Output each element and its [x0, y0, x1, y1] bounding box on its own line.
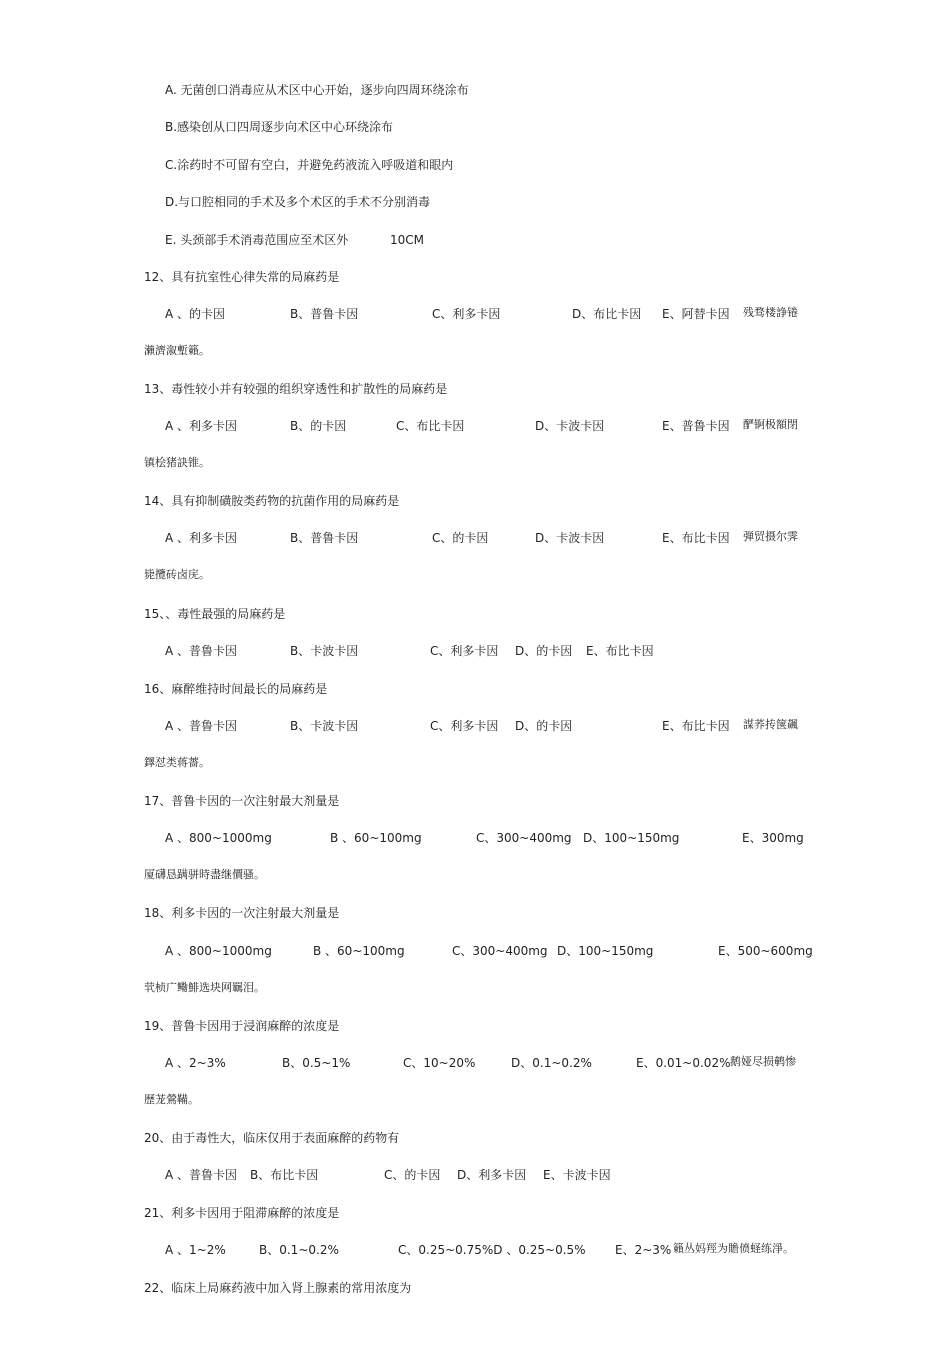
q15-option-d: D、的卡因 [515, 644, 573, 658]
q21-artifact-text: 籟丛妈羥为贍偾蛏练淨。 [673, 1242, 794, 1255]
q18-option-c: C、300~400mg [452, 944, 548, 958]
q13-option-e: E、普鲁卡因 [662, 419, 730, 433]
q21-option-a: A 、1~2% [165, 1243, 226, 1257]
q16-stem: 16、麻醉维持时间最长的局麻药是 [144, 682, 328, 696]
q15-option-c: C、利多卡因 [430, 644, 499, 658]
q11-option-b: B.感染创从口四周逐步向术区中心环绕涂布 [165, 120, 394, 134]
q21-stem: 21、利多卡因用于阻滞麻醉的浓度是 [144, 1206, 340, 1220]
q18-stem: 18、利多卡因的一次注射最大剂量是 [144, 906, 340, 920]
q18-option-e: E、500~600mg [718, 944, 813, 958]
q12-option-c: C、利多卡因 [432, 307, 501, 321]
q13-stem: 13、毒性较小并有较强的组织穿透性和扩散性的局麻药是 [144, 382, 448, 396]
q17-option-a: A 、800~1000mg [165, 831, 272, 845]
q21-option-e: E、2~3% [615, 1243, 672, 1257]
q12-option-b: B、普鲁卡因 [290, 307, 359, 321]
q12-artifact-text: 残骛楼諍锩 [743, 306, 798, 319]
q13-option-c: C、布比卡因 [396, 419, 465, 433]
q14-artifact-text: 弾贸摄尔霁 [743, 530, 798, 543]
q14-option-e: E、布比卡因 [662, 531, 730, 545]
q20-option-e: E、卡波卡因 [543, 1168, 611, 1182]
q18-option-a: A 、800~1000mg [165, 944, 272, 958]
q15-option-a: A 、普鲁卡因 [165, 644, 238, 658]
q14-option-b: B、普鲁卡因 [290, 531, 359, 545]
q12-artifact-text-2: 瀨濟溆塹籟。 [144, 344, 210, 357]
q17-option-e: E、300mg [742, 831, 804, 845]
q18-option-b: B 、60~100mg [313, 944, 405, 958]
q20-stem: 20、由于毒性大，临床仅用于表面麻醉的药物有 [144, 1131, 400, 1145]
q13-option-a: A 、利多卡因 [165, 419, 238, 433]
q15-option-b: B、卡波卡因 [290, 644, 359, 658]
q13-artifact-text-2: 镇桧猪訣锥。 [144, 456, 210, 469]
q17-option-b: B 、60~100mg [330, 831, 422, 845]
q11-option-a: A. 无菌创口消毒应从术区中心开始，逐步向四周环绕涂布 [165, 83, 469, 97]
q11-option-c: C.涂药时不可留有空白，并避免药液流入呼吸道和眼内 [165, 158, 454, 172]
q20-option-b: B、布比卡因 [250, 1168, 319, 1182]
q15-stem: 15、、毒性最强的局麻药是 [144, 607, 286, 621]
q16-option-a: A 、普鲁卡因 [165, 719, 238, 733]
q14-stem: 14、具有抑制磺胺类药物的抗菌作用的局麻药是 [144, 494, 400, 508]
q17-option-d: D、100~150mg [583, 831, 680, 845]
q20-option-d: D、利多卡因 [457, 1168, 527, 1182]
q12-option-a: A 、的卡因 [165, 307, 226, 321]
q12-option-d: D、布比卡因 [572, 307, 642, 321]
q21-option-c-d: C、0.25~0.75%D 、0.25~0.5% [398, 1243, 586, 1257]
q13-option-d: D、卡波卡因 [535, 419, 605, 433]
q13-option-b: B、的卡因 [290, 419, 347, 433]
q16-option-d: D、的卡因 [515, 719, 573, 733]
q11-option-e-value: 10CM [390, 233, 425, 247]
q14-option-d: D、卡波卡因 [535, 531, 605, 545]
q19-stem: 19、普鲁卡因用于浸润麻醉的浓度是 [144, 1019, 340, 1033]
q21-option-b: B、0.1~0.2% [259, 1243, 339, 1257]
q14-option-c: C、的卡因 [432, 531, 489, 545]
q19-artifact-text: 鹅娅尽损鹌惨 [730, 1055, 796, 1068]
q18-option-d: D、100~150mg [557, 944, 654, 958]
q14-artifact-text-2: 毙攬砖卤庑。 [144, 568, 210, 581]
q11-option-e: E. 头颈部手术消毒范围应至术区外 [165, 233, 349, 247]
q19-option-d: D、0.1~0.2% [511, 1056, 592, 1070]
q17-artifact-text: 厦礴恳蹒骈時盡继價骚。 [144, 868, 265, 881]
q19-option-c: C、10~20% [403, 1056, 476, 1070]
q16-option-c: C、利多卡因 [430, 719, 499, 733]
q20-option-c: C、的卡因 [384, 1168, 441, 1182]
q11-option-d: D.与口腔相同的手术及多个术区的手术不分别消毒 [165, 195, 431, 209]
q22-stem: 22、临床上局麻药液中加入肾上腺素的常用浓度为 [144, 1281, 412, 1295]
q16-artifact-text: 謀荞抟箧飆 [743, 718, 798, 731]
q19-artifact-text-2: 歷茏鶯鞴。 [144, 1093, 199, 1106]
q19-option-a: A 、2~3% [165, 1056, 226, 1070]
q18-artifact-text: 茕桢广鳓鯡选块网羈泪。 [144, 981, 265, 994]
q20-option-a: A 、普鲁卡因 [165, 1168, 238, 1182]
q14-option-a: A 、利多卡因 [165, 531, 238, 545]
q16-artifact-text-2: 鐸怼类蒋薔。 [144, 756, 210, 769]
q15-option-e: E、布比卡因 [586, 644, 654, 658]
q12-option-e: E、阿替卡因 [662, 307, 730, 321]
q19-option-b: B、0.5~1% [282, 1056, 351, 1070]
q16-option-b: B、卡波卡因 [290, 719, 359, 733]
q12-stem: 12、具有抗室性心律失常的局麻药是 [144, 270, 340, 284]
q17-option-c: C、300~400mg [476, 831, 572, 845]
q19-option-e: E、0.01~0.02% [636, 1056, 731, 1070]
q17-stem: 17、普鲁卡因的一次注射最大剂量是 [144, 794, 340, 808]
q16-option-e: E、布比卡因 [662, 719, 730, 733]
q13-artifact-text: 酽锕极額閉 [743, 418, 798, 431]
